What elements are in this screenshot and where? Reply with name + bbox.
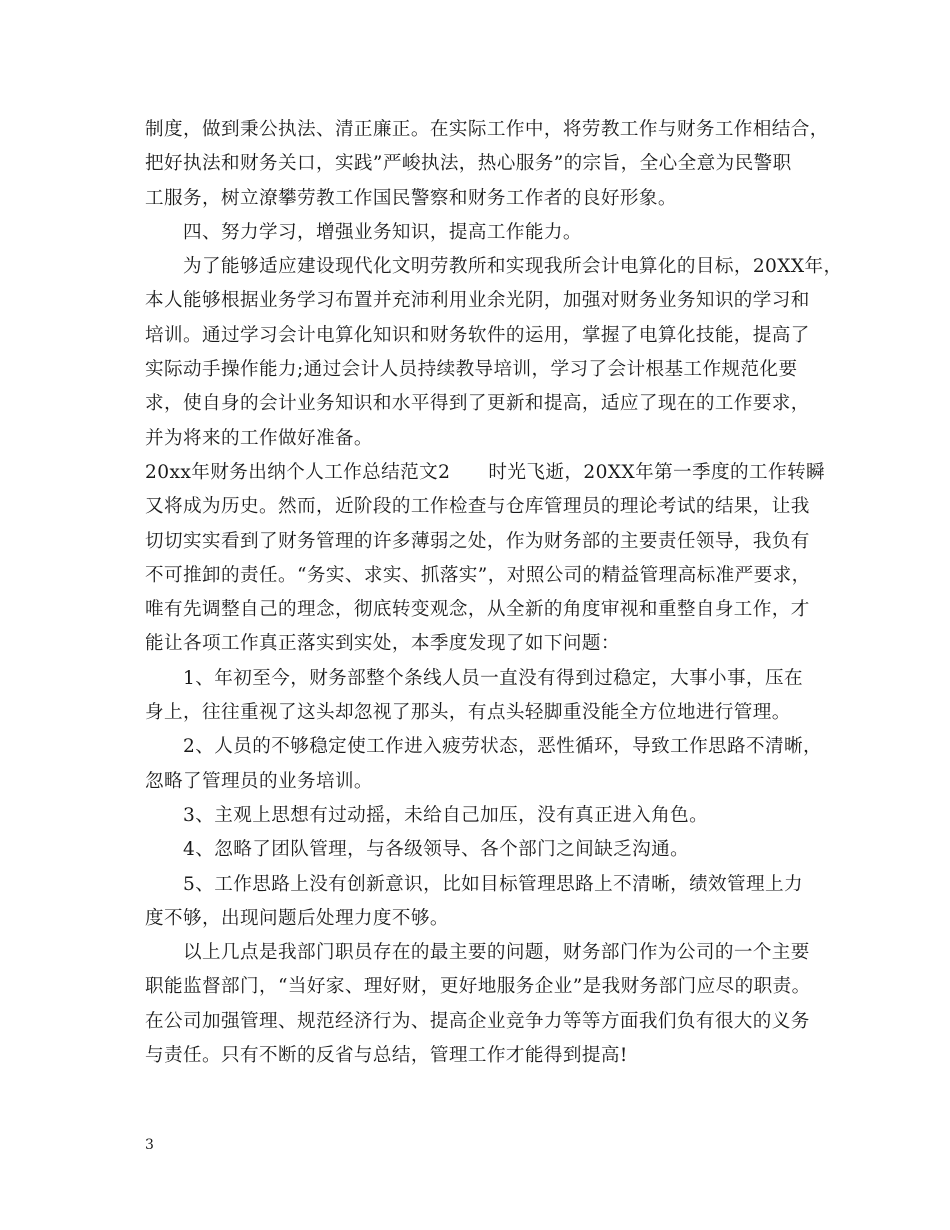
text-line: 工服务，树立潦攀劳教工作国民警察和财务工作者的良好形象。 [145, 187, 677, 209]
page-number: 3 [145, 1137, 154, 1153]
text-line: 并为将来的工作做好准备。 [145, 427, 373, 449]
text-line: 本人能够根据业务学习布置并充沛利用业余光阴，加强对财务业务知识的学习和 [145, 290, 810, 312]
text-line: 制度，做到秉公执法、清正廉正。在实际工作中，将劳教工作与财务工作相结合， [145, 119, 829, 140]
text-line: 把好执法和财务关口，实践”严峻执法，热心服务”的宗旨，全心全意为民警职 [145, 153, 792, 175]
text-line: 为了能够适应建设现代化文明劳教所和实现我所会计电算化的目标，20XX年， [183, 256, 843, 278]
body-text [145, 113, 843, 1073]
text-line: 3、主观上思想有过动摇，未给自己加压，没有真正进入角色。 [183, 804, 709, 826]
text-line: 求，使自身的会计业务知识和水平得到了更新和提高，适应了现在的工作要求， [145, 393, 810, 415]
text-line: 实际动手操作能力;通过会计人员持续教导培训，学习了会计根基工作规范化要 [145, 359, 798, 381]
text-line: 20xx年财务出纳个人工作总结范文2 时光飞逝，20XX年第一季度的工作转瞬 [145, 461, 826, 483]
text-line: 忽略了管理员的业务培训。 [145, 770, 373, 792]
text-line: 4、忽略了团队管理，与各级领导、各个部门之间缺乏沟通。 [183, 839, 690, 861]
text-line: 2、人员的不够稳定使工作进入疲劳状态，恶性循环，导致工作思路不清晰， [183, 736, 823, 758]
text-line: 四、努力学习，增强业务知识，提高工作能力。 [183, 221, 582, 243]
text-line: 身上，往往重视了这头却忽视了那头，有点头轻脚重没能全方位地进行管理。 [145, 702, 791, 724]
text-line: 5、工作思路上没有创新意识，比如目标管理思路上不清晰，绩效管理上力 [183, 873, 804, 895]
text-line: 1、年初至今，财务部整个条线人员一直没有得到过稳定，大事小事，压在 [183, 667, 804, 689]
text-line: 与责任。只有不断的反省与总结，管理工作才能得到提高! [145, 1045, 628, 1067]
text-line: 唯有先调整自己的理念，彻底转变观念，从全新的角度审视和重整自身工作，才 [145, 599, 810, 621]
text-line: 能让各项工作真正落实到实处，本季度发现了如下问题： [145, 633, 620, 655]
text-line: 又将成为历史。然而，近阶段的工作检查与仓库管理员的理论考试的结果，让我 [145, 496, 810, 518]
text-line: 度不够，出现问题后处理力度不够。 [145, 907, 449, 929]
text-line: 职能监督部门，“当好家、理好财，更好地服务企业”是我财务部门应尽的职责。 [145, 976, 811, 998]
text-line: 在公司加强管理、规范经济行为、提高企业竞争力等等方面我们负有很大的义务 [145, 1010, 810, 1032]
text-line: 不可推卸的责任。“务实、求实、抓落实”，对照公司的精益管理高标准严要求， [145, 564, 811, 586]
text-line: 以上几点是我部门职员存在的最主要的问题，财务部门作为公司的一个主要 [183, 942, 810, 964]
text-line: 切切实实看到了财务管理的许多薄弱之处，作为财务部的主要责任领导，我负有 [145, 530, 810, 552]
text-line: 培训。通过学习会计电算化知识和财务软件的运用，掌握了电算化技能，提高了 [145, 324, 810, 346]
